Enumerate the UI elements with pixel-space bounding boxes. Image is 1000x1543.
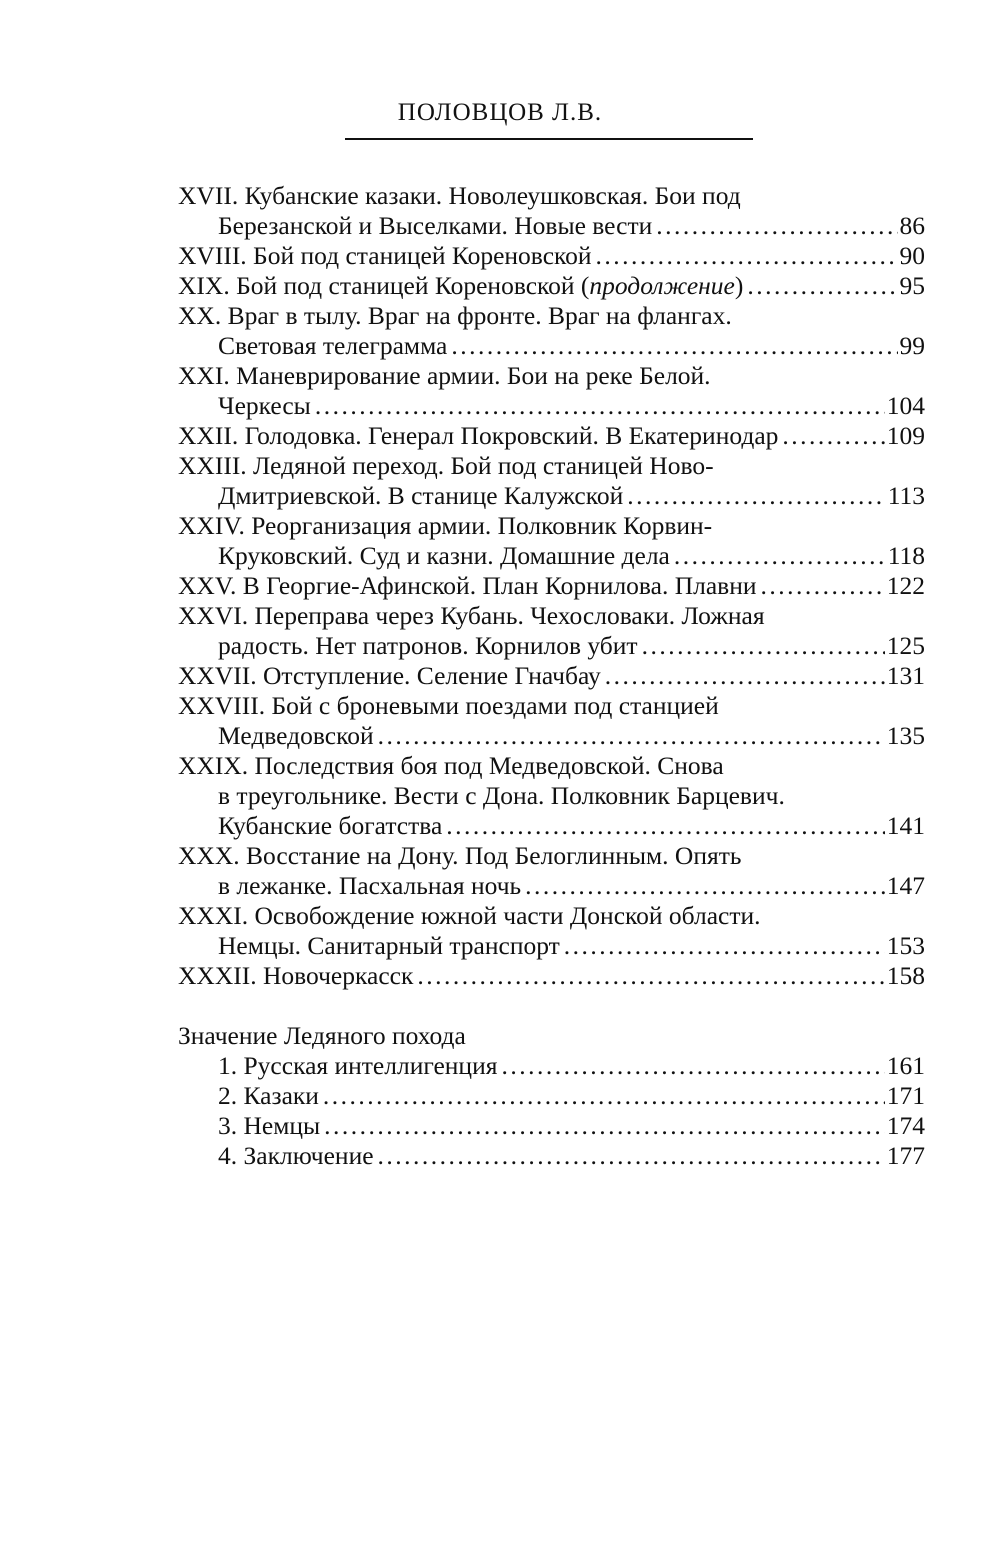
toc-entry-line: XXXII. Новочеркасск	[178, 961, 414, 990]
dot-leader	[642, 631, 885, 661]
toc-entry-line: XVIII. Бой под станицей Кореновской	[178, 241, 592, 270]
dot-leader	[378, 1141, 885, 1171]
dot-leader	[605, 661, 885, 691]
toc-subentry[interactable]	[178, 1081, 925, 1111]
running-header: ПОЛОВЦОВ Л.В.	[397, 99, 603, 126]
closing-paren: )	[734, 271, 744, 300]
dot-leader	[656, 211, 897, 241]
page-number: 104	[886, 391, 925, 420]
toc-entry-xxviii[interactable]	[178, 691, 925, 751]
page-number: 95	[899, 271, 925, 300]
dot-leader	[501, 1051, 884, 1081]
section-title[interactable]: Значение Ледяного похода	[178, 1021, 466, 1050]
page-number: 158	[886, 961, 925, 990]
toc-entry-line: Световая телеграмма	[218, 331, 448, 360]
toc-entry-text	[178, 271, 743, 301]
toc-entry-xxiv[interactable]	[178, 511, 925, 571]
dot-leader	[324, 1111, 885, 1141]
page-number: 125	[886, 631, 925, 660]
page-number: 118	[887, 541, 925, 570]
toc-subentry[interactable]	[178, 1051, 925, 1081]
page-number: 161	[886, 1051, 925, 1080]
dot-leader	[451, 331, 897, 361]
toc-entry-line: XXIII. Ледяной переход. Бой под станицей Ново-	[178, 451, 714, 480]
toc-entry-line: Дмитриевской. В станице Калужской	[218, 481, 624, 510]
page-number: 122	[886, 571, 925, 600]
page-number: 135	[886, 721, 925, 750]
page-number: 86	[899, 211, 925, 240]
toc-entry-line: Черкесы	[218, 391, 311, 420]
toc-entry-line: в треугольнике. Вести с Дона. Полковник Барцевич.	[218, 781, 785, 810]
page-number: 153	[886, 931, 925, 960]
dot-leader	[323, 1081, 885, 1111]
toc-subentry[interactable]	[178, 1111, 925, 1141]
toc-entry-xix[interactable]	[178, 271, 925, 301]
dot-leader	[761, 571, 885, 601]
toc-entry-xxii[interactable]	[178, 421, 925, 451]
toc-entry-line: XVII. Кубанские казаки. Новолеушковская. Бои под	[178, 181, 741, 210]
toc-entry-xxxi[interactable]	[178, 901, 925, 961]
toc-entry-line: XXVII. Отступление. Селение Гначбау	[178, 661, 601, 690]
toc-entry-xxi[interactable]	[178, 361, 925, 421]
toc-entry-xx[interactable]	[178, 301, 925, 361]
dot-leader	[747, 271, 897, 301]
toc-entry-xxix[interactable]	[178, 751, 925, 841]
page-number: 141	[886, 811, 925, 840]
page-number: 113	[887, 481, 925, 510]
dot-leader	[446, 811, 884, 841]
toc-entry-xxv[interactable]	[178, 571, 925, 601]
dot-leader	[378, 721, 885, 751]
page-number: 147	[886, 871, 925, 900]
toc-entry-line: радость. Нет патронов. Корнилов убит	[218, 631, 638, 660]
toc-entry-line: XX. Враг в тылу. Враг на фронте. Враг на флангах.	[178, 301, 732, 330]
page-number: 90	[899, 241, 925, 270]
page-number: 109	[886, 421, 925, 450]
dot-leader	[525, 871, 885, 901]
toc-entry-line: Медведовской	[218, 721, 374, 750]
toc-subentry-text: 1. Русская интеллигенция	[218, 1051, 498, 1080]
toc-entry-xxx[interactable]	[178, 841, 925, 901]
toc-subentry-text: 4. Заключение	[218, 1141, 374, 1170]
toc-entry-line: XXVI. Переправа через Кубань. Чехословаки. Ложная	[178, 601, 765, 630]
section-gap	[178, 991, 925, 1021]
toc-entry-line: Круковский. Суд и казни. Домашние дела	[218, 541, 670, 570]
dot-leader	[782, 421, 884, 451]
toc-entry-xviii[interactable]	[178, 241, 925, 271]
toc-entry-line: XXXI. Освобождение южной части Донской области.	[178, 901, 761, 930]
page-number: 174	[886, 1111, 925, 1140]
toc-entry-line: XXV. В Георгие-Афинской. План Корнилова. Плавни	[178, 571, 757, 600]
page-number: 171	[886, 1081, 925, 1110]
toc-entry-line: XIX. Бой под станицей Кореновской (	[178, 271, 590, 300]
toc-entry-line: XXIX. Последствия боя под Медведовской. Снова	[178, 751, 724, 780]
page-number: 99	[899, 331, 925, 360]
dot-leader	[564, 931, 885, 961]
dot-leader	[674, 541, 886, 571]
table-of-contents	[178, 181, 925, 1171]
toc-entry-line: XXVIII. Бой с броневыми поездами под станцией	[178, 691, 719, 720]
toc-entry-line: Немцы. Санитарный транспорт	[218, 931, 560, 960]
page-number: 177	[886, 1141, 925, 1170]
toc-entry-line: в лежанке. Пасхальная ночь	[218, 871, 522, 900]
toc-entry-line: XXI. Маневрирование армии. Бои на реке Белой.	[178, 361, 711, 390]
toc-entry-xxiii[interactable]	[178, 451, 925, 511]
page-number: 131	[886, 661, 925, 690]
toc-entry-xxxii[interactable]	[178, 961, 925, 991]
toc-entry-xvii[interactable]	[178, 181, 925, 241]
toc-subentry-text: 2. Казаки	[218, 1081, 319, 1110]
toc-subentry-text: 3. Немцы	[218, 1111, 321, 1140]
toc-entry-line: Березанской и Выселками. Новые вести	[218, 211, 653, 240]
toc-entry-line: XXII. Голодовка. Генерал Покровский. В Екатеринодар	[178, 421, 779, 450]
toc-entry-xxvii[interactable]	[178, 661, 925, 691]
toc-entry-line: Кубанские богатства	[218, 811, 443, 840]
toc-subentry[interactable]	[178, 1141, 925, 1171]
dot-leader	[596, 241, 898, 271]
dot-leader	[315, 391, 885, 421]
toc-entry-line: XXIV. Реорганизация армии. Полковник Корвин-	[178, 511, 713, 540]
toc-entry-line: XXX. Восстание на Дону. Под Белоглинным. Опять	[178, 841, 742, 870]
dot-leader	[417, 961, 884, 991]
dot-leader	[627, 481, 885, 511]
header-rule	[345, 138, 753, 140]
toc-entry-xxvi[interactable]	[178, 601, 925, 661]
italic-note: продолжение	[589, 271, 735, 300]
